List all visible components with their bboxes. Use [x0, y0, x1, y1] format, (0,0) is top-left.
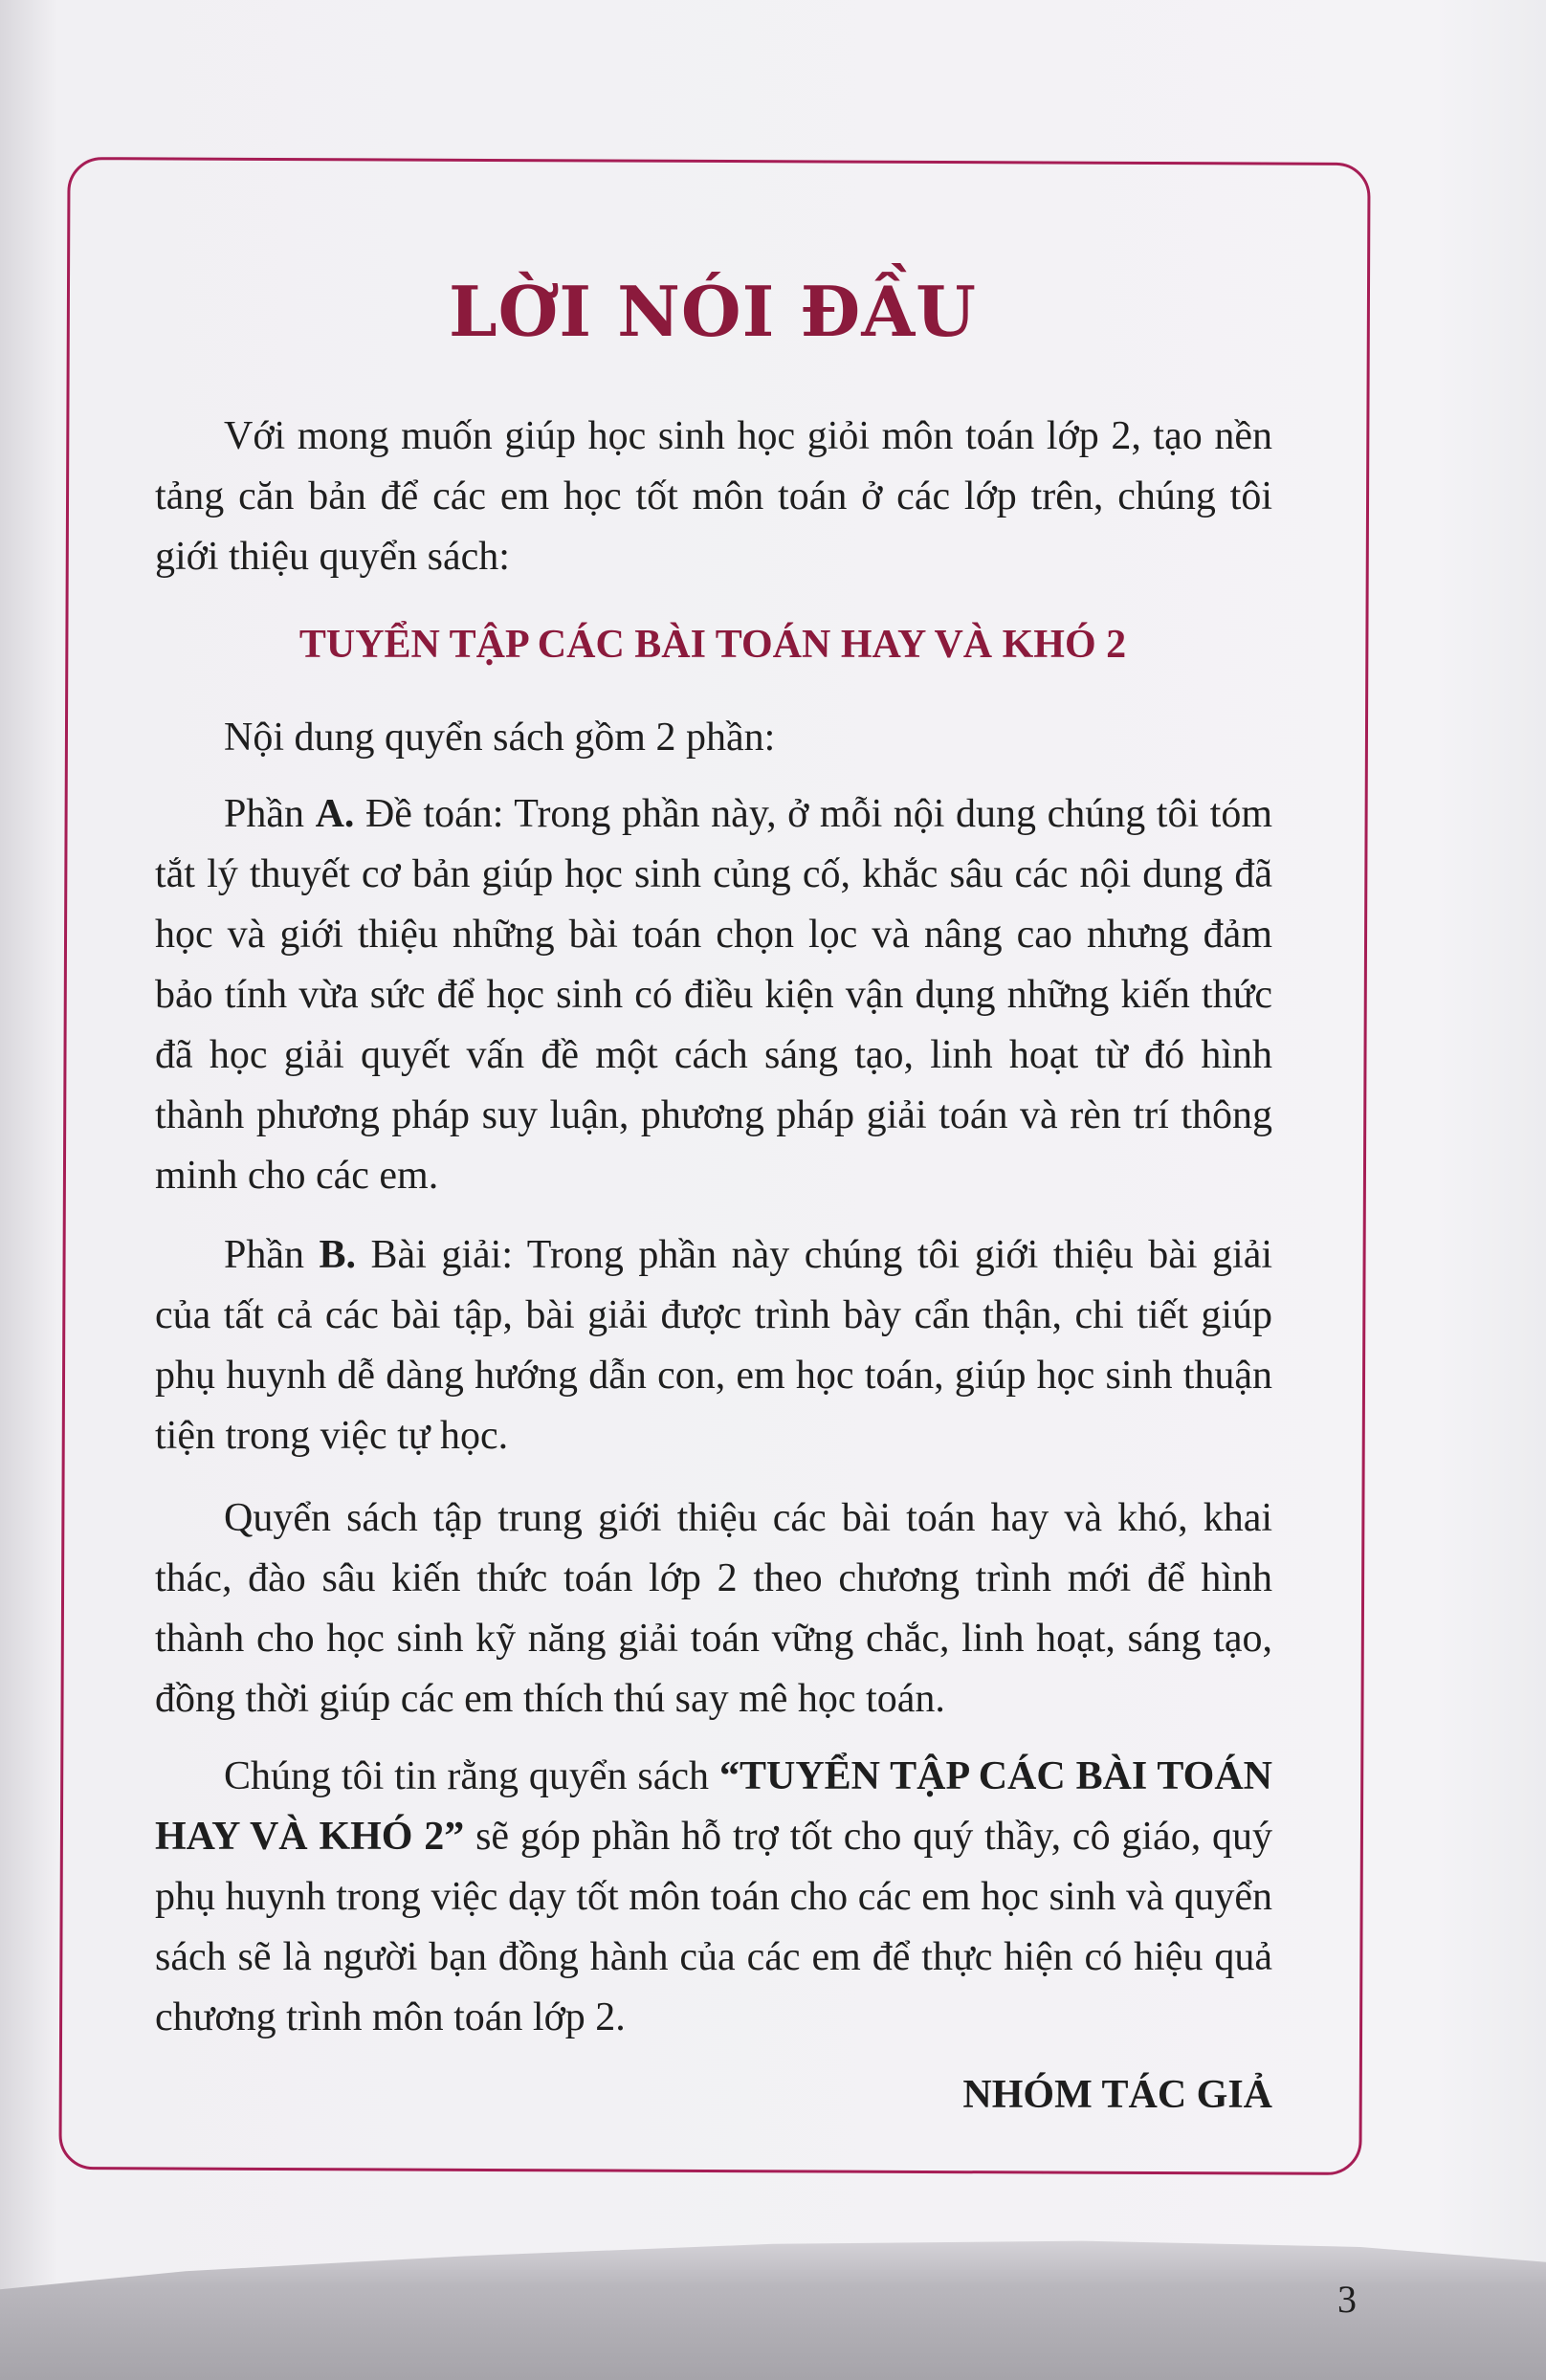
part-a-paragraph [155, 784, 1272, 1206]
book-name-heading: TUYỂN TẬP CÁC BÀI TOÁN HAY VÀ KHÓ 2 [298, 623, 1127, 667]
closing-quoted-title: “TUYỂN TẬP CÁC BÀI TOÁN HAY VÀ KHÓ 2” [155, 1754, 1272, 1859]
contents-intro: Nội dung quyển sách gồm 2 phần: [224, 716, 776, 760]
intro-paragraph: Với mong muốn giúp học sinh học giỏi môn toán lớp 2, tạo nền tảng căn bản để các em học tốt môn toán ở các lớp trên, chúng tôi giới thiệu quyển sách: [155, 414, 1272, 579]
page-title: LỜI NÓI ĐẦU [449, 271, 977, 352]
closing-before: Chúng tôi tin rằng quyển sách [224, 1754, 710, 1798]
page-number: 3 [1337, 2278, 1357, 2321]
part-a-label: A. [315, 792, 355, 836]
part-b-prefix: Phần [224, 1233, 304, 1277]
signature: NHÓM TÁC GIẢ [962, 2073, 1272, 2117]
part-b-paragraph [155, 1225, 1272, 1466]
part-b-label: B. [319, 1233, 357, 1277]
closing-paragraph [155, 1747, 1272, 2048]
closing-after: sẽ góp phần hỗ trợ tốt cho quý thầy, cô giáo, quý phụ huynh trong việc dạy tốt môn toán cho các em học sinh và quyển sách sẽ là người bạn đồng hành của các em để thực hiện có hiệu quả chương trình môn toán lớp 2. [155, 1815, 1273, 2039]
part-b-text: Bài giải: Trong phần này chúng tôi giới thiệu bài giải của tất cả các bài tập, bài giải được trình bày cẩn thận, chi tiết giúp phụ huynh dễ dàng hướng dẫn con, em học toán, giúp học sinh thuận tiện trong việc tự học. [155, 1233, 1273, 1458]
part-a-prefix: Phần [224, 792, 304, 836]
part-a-text: Đề toán: Trong phần này, ở mỗi nội dung chúng tôi tóm tắt lý thuyết cơ bản giúp học sinh củng cố, khắc sâu các nội dung đã học và giới thiệu những bài toán chọn lọc và nâng cao nhưng đảm bảo tính vừa sức để học sinh có điều kiện vận dụng những kiến thức đã học giải quyết vấn đề một cách sáng tạo, linh hoạt từ đó hình thành phương pháp suy luận, phương pháp giải toán và rèn trí thông minh cho các em. [155, 792, 1273, 1198]
focus-paragraph: Quyển sách tập trung giới thiệu các bài toán hay và khó, khai thác, đào sâu kiến thức toán lớp 2 theo chương trình mới để hình thành cho học sinh kỹ năng giải toán vững chắc, linh hoạt, sáng tạo, đồng thời giúp các em thích thú say mê học toán. [155, 1496, 1272, 1721]
